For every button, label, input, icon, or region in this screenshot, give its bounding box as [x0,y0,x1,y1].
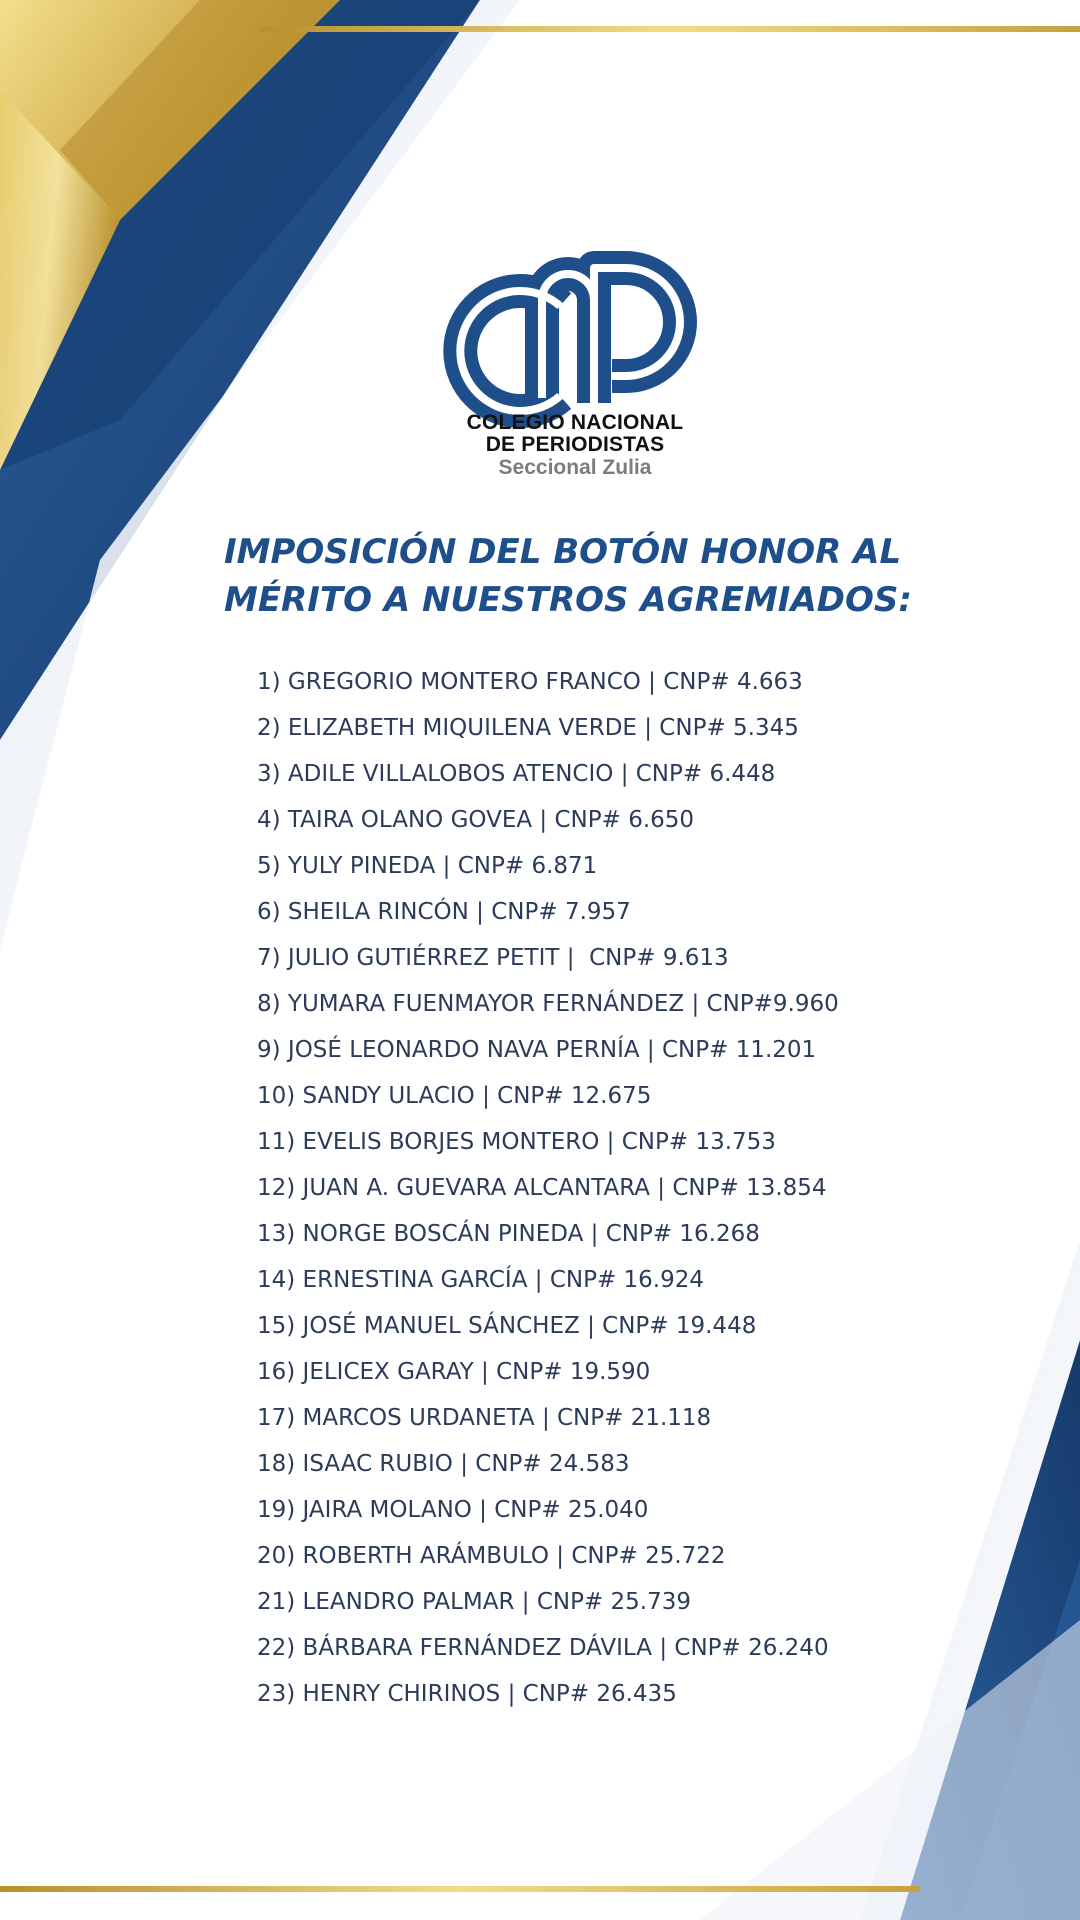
list-item: 10) SANDY ULACIO | CNP# 12.675 [257,1083,652,1109]
logo-wordmark [440,412,710,480]
list-item: 18) ISAAC RUBIO | CNP# 24.583 [257,1451,630,1477]
list-item: 13) NORGE BOSCÁN PINEDA | CNP# 16.268 [257,1221,760,1247]
logo-line-1: COLEGIO NACIONAL [466,411,684,434]
list-item: 11) EVELIS BORJES MONTERO | CNP# 13.753 [257,1129,776,1155]
list-item: 15) JOSÉ MANUEL SÁNCHEZ | CNP# 19.448 [257,1313,757,1339]
list-item: 22) BÁRBARA FERNÁNDEZ DÁVILA | CNP# 26.240 [257,1635,829,1661]
logo-line-2: DE PERIODISTAS [485,433,665,456]
list-item: 19) JAIRA MOLANO | CNP# 25.040 [257,1497,649,1523]
list-item: 14) ERNESTINA GARCÍA | CNP# 16.924 [257,1267,705,1293]
list-item: 2) ELIZABETH MIQUILENA VERDE | CNP# 5.345 [257,715,799,741]
honoree-list [257,659,997,1717]
list-item: 21) LEANDRO PALMAR | CNP# 25.739 [257,1589,692,1615]
list-item: 23) HENRY CHIRINOS | CNP# 26.435 [257,1681,677,1707]
list-item: 3) ADILE VILLALOBOS ATENCIO | CNP# 6.448 [257,761,776,787]
list-item: 8) YUMARA FUENMAYOR FERNÁNDEZ | CNP#9.960 [257,991,839,1017]
list-item: 9) JOSÉ LEONARDO NAVA PERNÍA | CNP# 11.201 [257,1037,817,1063]
logo-subtitle: Seccional Zulia [498,456,652,479]
list-item: 12) JUAN A. GUEVARA ALCANTARA | CNP# 13.854 [257,1175,827,1201]
list-item: 5) YULY PINEDA | CNP# 6.871 [257,853,598,879]
list-item: 1) GREGORIO MONTERO FRANCO | CNP# 4.663 [257,669,803,695]
list-item: 16) JELICEX GARAY | CNP# 19.590 [257,1359,651,1385]
list-item: 17) MARCOS URDANETA | CNP# 21.118 [257,1405,712,1431]
list-item: 4) TAIRA OLANO GOVEA | CNP# 6.650 [257,807,695,833]
list-item: 20) ROBERTH ARÁMBULO | CNP# 25.722 [257,1543,726,1569]
list-item: 6) SHEILA RINCÓN | CNP# 7.957 [257,899,631,925]
page-title [224,528,984,624]
title-line-2: MÉRITO A NUESTROS AGREMIADOS: [224,580,912,620]
title-line-1: IMPOSICIÓN DEL BOTÓN HONOR AL [224,532,902,572]
list-item: 7) JULIO GUTIÉRREZ PETIT | CNP# 9.613 [257,945,729,971]
